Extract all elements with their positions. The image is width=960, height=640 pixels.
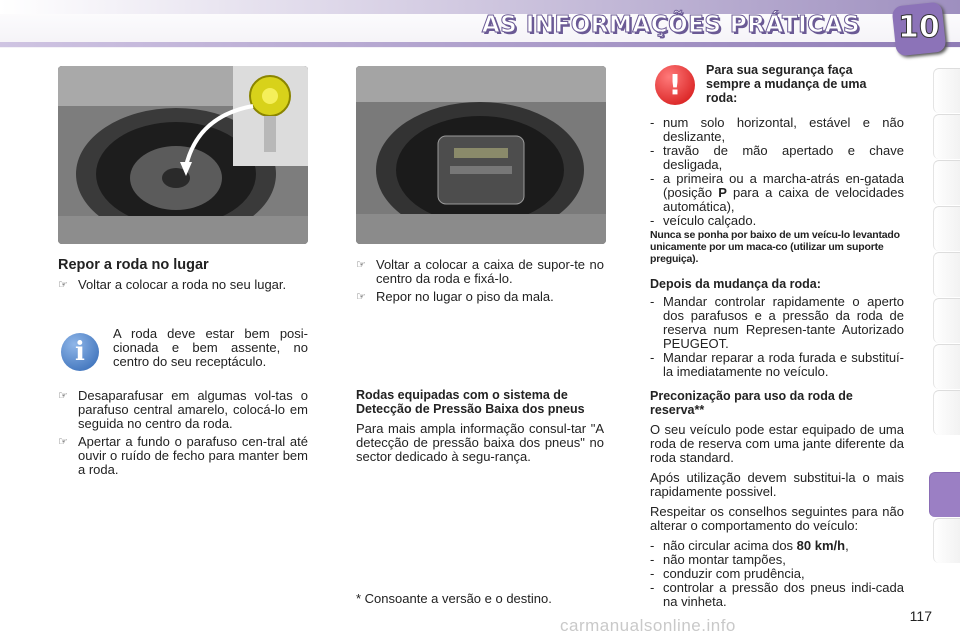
list-item-text: Repor no lugar o piso da mala. (376, 289, 554, 304)
warning-title-text: Para sua segurança faça sempre a mudança de uma roda: (706, 63, 867, 105)
list-item-text: a primeira ou a marcha-atrás en-gatada (posição P para a caixa de velocidades automática), (663, 171, 904, 214)
list-item: - controlar a pressão dos pneus indi-cada na vinheta. (650, 580, 904, 609)
chapter-tab[interactable] (933, 390, 960, 435)
list-item-text: travão de mão apertado e chave desligada, (663, 143, 904, 172)
info-icon: i (61, 333, 99, 371)
after-change-heading: Depois da mudança da roda: (650, 277, 821, 291)
section-heading: Repor a roda no lugar (58, 257, 209, 273)
pointing-hand-icon: ☞ (356, 290, 366, 303)
footnote-text: * Consoante a versão e o destino. (356, 591, 552, 606)
column-support-box (356, 258, 604, 308)
pointing-hand-icon: ☞ (58, 389, 68, 402)
list-item: - não montar tampões, (650, 552, 786, 567)
list-item-text: controlar a pressão dos pneus indi-cada na vinheta. (663, 580, 904, 609)
watermark: carmanualsonline.info (560, 616, 736, 635)
chapter-header (0, 0, 960, 48)
list-item: - conduzir com prudência, (650, 566, 805, 581)
list-item-text: veículo calçado. (663, 213, 757, 228)
list-item-text: Voltar a colocar a roda no seu lugar. (78, 277, 287, 292)
warning-note: Nunca se ponha por baixo de um veícu-lo levantado unicamente por um maca-co (utilizar um suporte preguiça). (650, 229, 900, 265)
list-item: - não circular acima dos 80 km/h, (650, 538, 849, 553)
info-note (113, 327, 308, 369)
list-item: - veículo calçado. (650, 213, 757, 228)
pointing-hand-icon: ☞ (356, 258, 366, 271)
list-item: - num solo horizontal, estável e não deslizante, (650, 115, 904, 144)
spare-wheel-heading: Preconização para uso da roda de reserva** (650, 389, 853, 417)
column-replace-wheel (58, 258, 308, 296)
tpms-section (356, 388, 604, 464)
list-item (356, 258, 604, 286)
list-item-text: não montar tampões, (663, 552, 786, 567)
chapter-tab[interactable] (933, 344, 960, 389)
chapter-tab[interactable] (933, 206, 960, 251)
list-item: - Mandar controlar rapidamente o aperto dos parafusos e a pressão da roda de reserva num Represen-tante Autorizado PEUGEOT. (650, 294, 904, 351)
pointing-hand-icon: ☞ (58, 278, 68, 291)
list-item-text: não circular acima dos 80 km/h, (663, 538, 849, 553)
list-item (356, 290, 604, 304)
chapter-tabs (930, 68, 960, 578)
chapter-number: 10 (898, 10, 940, 45)
pointing-hand-icon: ☞ (58, 435, 68, 448)
list-item-text: Mandar controlar rapidamente o aperto dos parafusos e a pressão da roda de reserva num Represen-tante Autorizado PEUGEOT. (663, 294, 904, 351)
exclamation-icon: ! (655, 65, 695, 105)
tpms-text: Para mais ampla informação consul-tar "A detecção de pressão baixa dos pneus" no sector dedicado à segu-rança. (356, 421, 604, 464)
chapter-tab[interactable] (933, 68, 960, 113)
warning-title (706, 63, 896, 105)
tpms-heading: Rodas equipadas com o sistema de Detecção de Pressão Baixa dos pneus (356, 388, 585, 416)
spare-paragraph: O seu veículo pode estar equipado de uma roda de reserva com uma jante diferente da roda standard. (650, 422, 904, 465)
list-item (58, 278, 308, 292)
list-item (58, 389, 308, 431)
list-item (58, 435, 308, 477)
column-safety (650, 116, 904, 609)
support-box-photo (356, 66, 606, 244)
list-item-text: conduzir com prudência, (663, 566, 805, 581)
list-item: - a primeira ou a marcha-atrás en-gatada (posição P para a caixa de velocidades automática), (650, 171, 904, 214)
header-underline (0, 42, 960, 47)
list-item: - Mandar reparar a roda furada e substituí-la imediatamente no veículo. (650, 350, 904, 379)
list-item: - travão de mão apertado e chave desligada, (650, 143, 904, 172)
spare-paragraph: Após utilização devem substitui-la o mais rapidamente possivel. (650, 470, 904, 499)
column-replace-wheel-steps (58, 389, 308, 481)
list-item-text: Mandar reparar a roda furada e substituí-la imediatamente no veículo. (663, 350, 904, 379)
spare-wheel-photo (58, 66, 308, 244)
chapter-tab-current[interactable] (929, 472, 960, 517)
list-item-text: num solo horizontal, estável e não deslizante, (663, 115, 904, 144)
chapter-tab[interactable] (933, 252, 960, 297)
footnote (356, 592, 604, 606)
info-note-text: A roda deve estar bem posi-cionada e bem assente, no centro do seu receptáculo. (113, 326, 308, 369)
chapter-title: AS INFORMAÇÕES PRÁTICAS (481, 12, 860, 38)
chapter-tab[interactable] (933, 298, 960, 343)
page-number: 117 (909, 608, 932, 624)
chapter-tab[interactable] (933, 114, 960, 159)
list-item-text: Desaparafusar em algumas vol-tas o parafuso central amarelo, colocá-lo em seguida no centro da roda. (78, 388, 308, 431)
list-item-text: Apertar a fundo o parafuso cen-tral até ouvir o ruído de fecho para manter bem a roda. (78, 434, 308, 477)
chapter-tab[interactable] (933, 518, 960, 563)
spare-paragraph: Respeitar os conselhos seguintes para não alterar o comportamento do veículo: (650, 504, 904, 533)
list-item-text: Voltar a colocar a caixa de supor-te no centro da roda e fixá-lo. (376, 257, 604, 286)
chapter-tab[interactable] (933, 160, 960, 205)
